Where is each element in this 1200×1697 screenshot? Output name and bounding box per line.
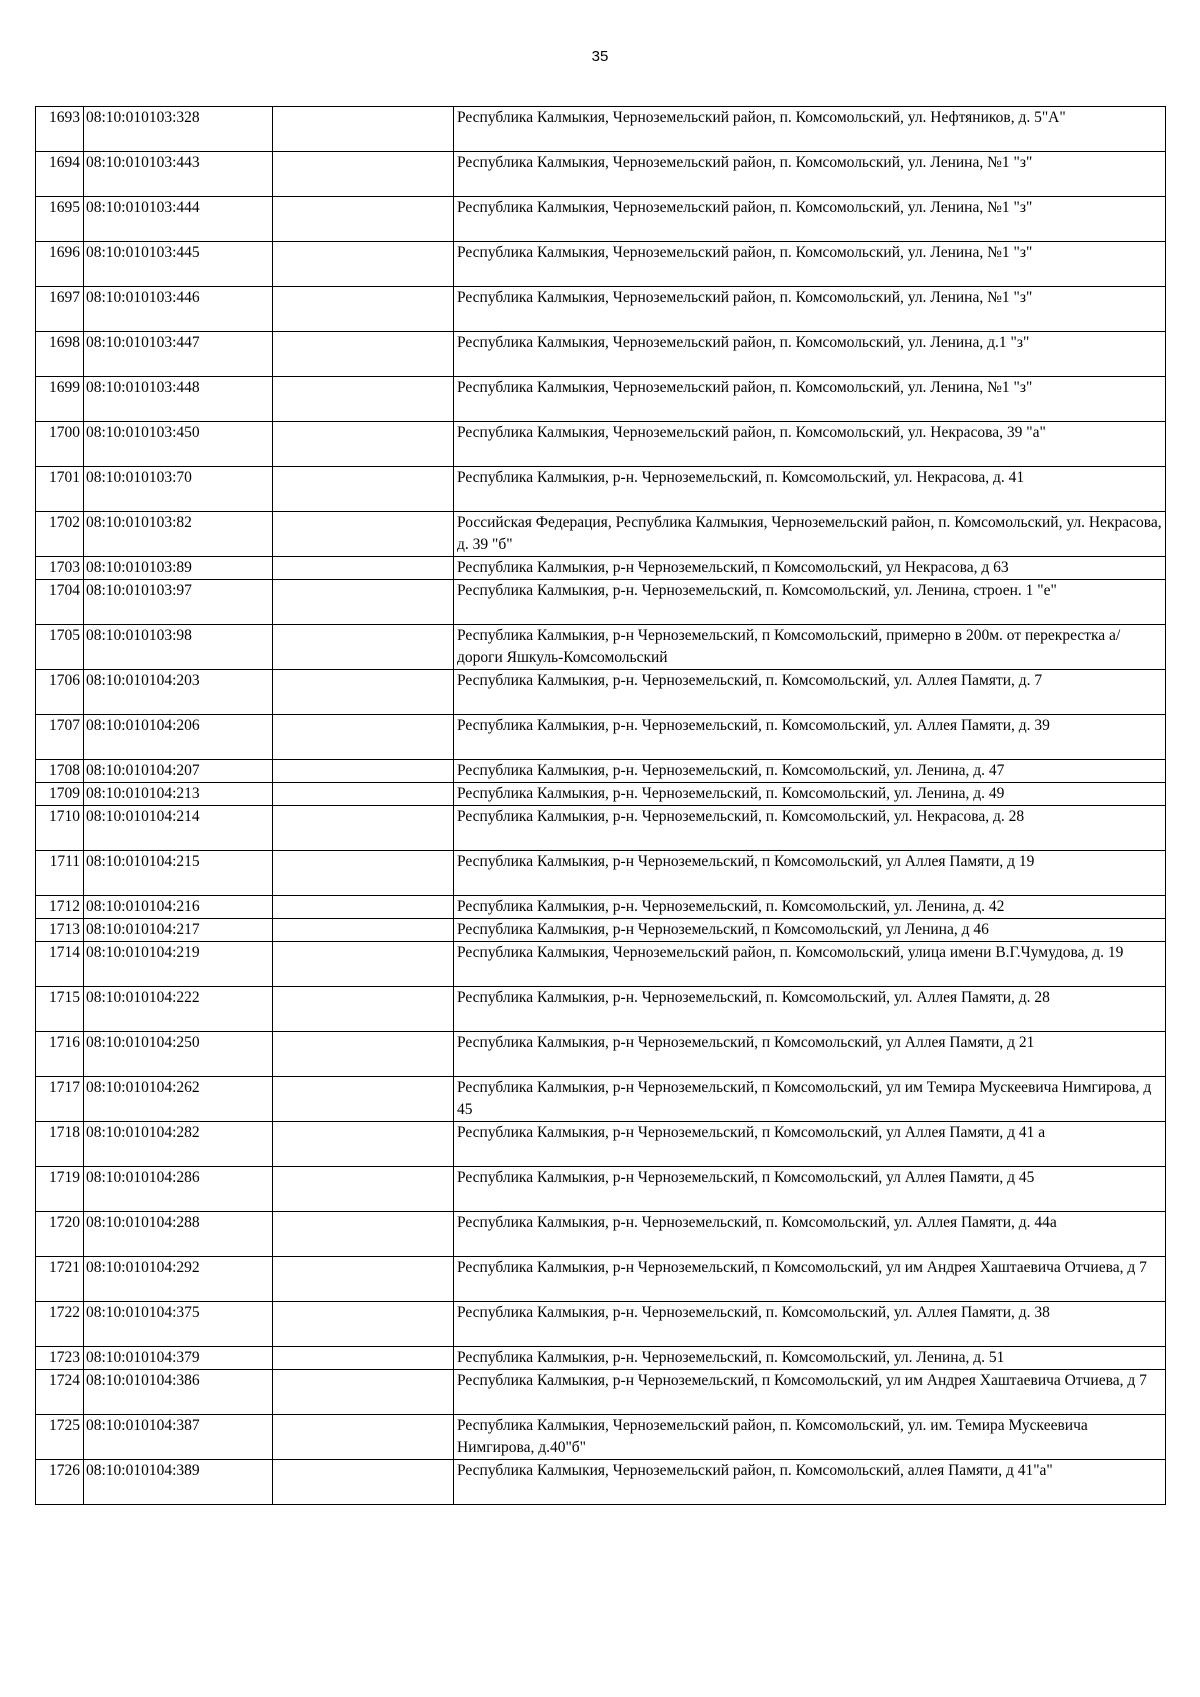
row-number: 1719 <box>36 1167 84 1212</box>
table-row <box>36 783 1166 806</box>
blank-cell <box>273 242 454 287</box>
table-row <box>36 1460 1166 1505</box>
row-number: 1711 <box>36 851 84 896</box>
address: Республика Калмыкия, Черноземельский район, п. Комсомольский, улица имени В.Г.Чумудова, д. 19 <box>454 942 1166 987</box>
address: Республика Калмыкия, р-н. Черноземельский, п. Комсомольский, ул. Аллея Памяти, д. 39 <box>454 715 1166 760</box>
blank-cell <box>273 670 454 715</box>
row-number: 1723 <box>36 1347 84 1370</box>
blank-cell <box>273 896 454 919</box>
blank-cell <box>273 422 454 467</box>
address: Республика Калмыкия, р-н. Черноземельский, п. Комсомольский, ул. Ленина, д. 47 <box>454 760 1166 783</box>
cadastral-number: 08:10:010104:216 <box>84 896 273 919</box>
row-number: 1720 <box>36 1212 84 1257</box>
cadastral-number: 08:10:010104:203 <box>84 670 273 715</box>
registry-table <box>35 106 1166 1505</box>
blank-cell <box>273 1347 454 1370</box>
table-row <box>36 851 1166 896</box>
blank-cell <box>273 1415 454 1460</box>
address: Республика Калмыкия, р-н Черноземельский, п Комсомольский, ул им Андрея Хаштаевича Отчиева, д 7 <box>454 1257 1166 1302</box>
address: Республика Калмыкия, р-н. Черноземельский, п. Комсомольский, ул. Аллея Памяти, д. 28 <box>454 987 1166 1032</box>
table-row <box>36 242 1166 287</box>
blank-cell <box>273 806 454 851</box>
address: Республика Калмыкия, р-н. Черноземельский, п. Комсомольский, ул. Ленина, д. 42 <box>454 896 1166 919</box>
cadastral-number: 08:10:010104:206 <box>84 715 273 760</box>
table-row <box>36 580 1166 625</box>
row-number: 1695 <box>36 197 84 242</box>
address: Республика Калмыкия, р-н Черноземельский, п Комсомольский, ул Аллея Памяти, д 21 <box>454 1032 1166 1077</box>
row-number: 1724 <box>36 1370 84 1415</box>
table-row <box>36 896 1166 919</box>
blank-cell <box>273 467 454 512</box>
address: Республика Калмыкия, р-н. Черноземельский, п. Комсомольский, ул. Ленина, д. 51 <box>454 1347 1166 1370</box>
cadastral-number: 08:10:010104:389 <box>84 1460 273 1505</box>
blank-cell <box>273 760 454 783</box>
address: Республика Калмыкия, р-н. Черноземельский, п. Комсомольский, ул. Аллея Памяти, д. 7 <box>454 670 1166 715</box>
blank-cell <box>273 512 454 557</box>
row-number: 1710 <box>36 806 84 851</box>
table-row <box>36 467 1166 512</box>
table-row <box>36 919 1166 942</box>
row-number: 1704 <box>36 580 84 625</box>
table-row <box>36 512 1166 557</box>
table-row <box>36 715 1166 760</box>
address: Республика Калмыкия, Черноземельский район, п. Комсомольский, ул. Ленина, №1 "з" <box>454 242 1166 287</box>
address: Республика Калмыкия, р-н Черноземельский, п Комсомольский, ул Ленина, д 46 <box>454 919 1166 942</box>
row-number: 1706 <box>36 670 84 715</box>
table-row <box>36 670 1166 715</box>
cadastral-number: 08:10:010104:375 <box>84 1302 273 1347</box>
address: Республика Калмыкия, Черноземельский район, п. Комсомольский, ул. Ленина, №1 "з" <box>454 197 1166 242</box>
address: Республика Калмыкия, р-н Черноземельский, п Комсомольский, ул Аллея Памяти, д 19 <box>454 851 1166 896</box>
address: Республика Калмыкия, р-н Черноземельский, п Комсомольский, примерно в 200м. от перекрестка а/дороги Яшкуль-Комсомольский <box>454 625 1166 670</box>
blank-cell <box>273 942 454 987</box>
address: Республика Калмыкия, р-н Черноземельский, п Комсомольский, ул Аллея Памяти, д 41 а <box>454 1122 1166 1167</box>
cadastral-number: 08:10:010103:89 <box>84 557 273 580</box>
blank-cell <box>273 1302 454 1347</box>
blank-cell <box>273 1077 454 1122</box>
table-row <box>36 625 1166 670</box>
blank-cell <box>273 287 454 332</box>
row-number: 1698 <box>36 332 84 377</box>
address: Республика Калмыкия, р-н. Черноземельский, п. Комсомольский, ул. Ленина, д. 49 <box>454 783 1166 806</box>
table-row <box>36 152 1166 197</box>
table-row <box>36 760 1166 783</box>
table-row <box>36 1347 1166 1370</box>
table-row <box>36 1122 1166 1167</box>
row-number: 1707 <box>36 715 84 760</box>
cadastral-number: 08:10:010104:250 <box>84 1032 273 1077</box>
cadastral-number: 08:10:010103:448 <box>84 377 273 422</box>
cadastral-number: 08:10:010104:217 <box>84 919 273 942</box>
table-row <box>36 1302 1166 1347</box>
table-row <box>36 1032 1166 1077</box>
row-number: 1693 <box>36 107 84 152</box>
blank-cell <box>273 783 454 806</box>
row-number: 1699 <box>36 377 84 422</box>
blank-cell <box>273 557 454 580</box>
table-row <box>36 1167 1166 1212</box>
cadastral-number: 08:10:010104:262 <box>84 1077 273 1122</box>
blank-cell <box>273 625 454 670</box>
cadastral-number: 08:10:010103:97 <box>84 580 273 625</box>
blank-cell <box>273 107 454 152</box>
table-row <box>36 1077 1166 1122</box>
blank-cell <box>273 1032 454 1077</box>
cadastral-number: 08:10:010103:328 <box>84 107 273 152</box>
blank-cell <box>273 1167 454 1212</box>
page-number: 35 <box>591 48 609 65</box>
blank-cell <box>273 197 454 242</box>
row-number: 1712 <box>36 896 84 919</box>
cadastral-number: 08:10:010104:387 <box>84 1415 273 1460</box>
blank-cell <box>273 1257 454 1302</box>
cadastral-number: 08:10:010103:446 <box>84 287 273 332</box>
table-row <box>36 287 1166 332</box>
row-number: 1716 <box>36 1032 84 1077</box>
address: Республика Калмыкия, Черноземельский район, п. Комсомольский, ул. Ленина, №1 "з" <box>454 152 1166 197</box>
row-number: 1703 <box>36 557 84 580</box>
table-row <box>36 377 1166 422</box>
address: Республика Калмыкия, Черноземельский район, п. Комсомольский, ул. Ленина, д.1 "з" <box>454 332 1166 377</box>
blank-cell <box>273 919 454 942</box>
table-row <box>36 557 1166 580</box>
row-number: 1708 <box>36 760 84 783</box>
address: Республика Калмыкия, р-н Черноземельский, п Комсомольский, ул Некрасова, д 63 <box>454 557 1166 580</box>
cadastral-number: 08:10:010103:444 <box>84 197 273 242</box>
row-number: 1717 <box>36 1077 84 1122</box>
cadastral-number: 08:10:010103:82 <box>84 512 273 557</box>
table-row <box>36 197 1166 242</box>
table-row <box>36 1370 1166 1415</box>
address: Республика Калмыкия, р-н. Черноземельский, п. Комсомольский, ул. Аллея Памяти, д. 38 <box>454 1302 1166 1347</box>
cadastral-number: 08:10:010103:445 <box>84 242 273 287</box>
cadastral-number: 08:10:010103:70 <box>84 467 273 512</box>
cadastral-number: 08:10:010104:386 <box>84 1370 273 1415</box>
cadastral-number: 08:10:010104:288 <box>84 1212 273 1257</box>
row-number: 1722 <box>36 1302 84 1347</box>
address: Республика Калмыкия, Черноземельский район, п. Комсомольский, ул. Некрасова, 39 "а" <box>454 422 1166 467</box>
cadastral-number: 08:10:010104:222 <box>84 987 273 1032</box>
row-number: 1701 <box>36 467 84 512</box>
table-row <box>36 806 1166 851</box>
cadastral-number: 08:10:010104:219 <box>84 942 273 987</box>
blank-cell <box>273 580 454 625</box>
cadastral-number: 08:10:010103:98 <box>84 625 273 670</box>
blank-cell <box>273 332 454 377</box>
table-row <box>36 942 1166 987</box>
blank-cell <box>273 1122 454 1167</box>
row-number: 1705 <box>36 625 84 670</box>
row-number: 1702 <box>36 512 84 557</box>
row-number: 1713 <box>36 919 84 942</box>
address: Республика Калмыкия, Черноземельский район, п. Комсомольский, ул. Ленина, №1 "з" <box>454 287 1166 332</box>
cadastral-number: 08:10:010104:214 <box>84 806 273 851</box>
address: Российская Федерация, Республика Калмыкия, Черноземельский район, п. Комсомольский, ул. Некрасова, д. 39 "б" <box>454 512 1166 557</box>
table-row <box>36 1257 1166 1302</box>
address: Республика Калмыкия, р-н Черноземельский, п Комсомольский, ул Аллея Памяти, д 45 <box>454 1167 1166 1212</box>
row-number: 1726 <box>36 1460 84 1505</box>
row-number: 1721 <box>36 1257 84 1302</box>
row-number: 1697 <box>36 287 84 332</box>
cadastral-number: 08:10:010104:207 <box>84 760 273 783</box>
blank-cell <box>273 1460 454 1505</box>
cadastral-number: 08:10:010103:447 <box>84 332 273 377</box>
address: Республика Калмыкия, Черноземельский район, п. Комсомольский, аллея Памяти, д 41"а" <box>454 1460 1166 1505</box>
cadastral-number: 08:10:010104:379 <box>84 1347 273 1370</box>
table-row <box>36 422 1166 467</box>
address: Республика Калмыкия, Черноземельский район, п. Комсомольский, ул. Ленина, №1 "з" <box>454 377 1166 422</box>
table-row <box>36 1415 1166 1460</box>
row-number: 1715 <box>36 987 84 1032</box>
table-row <box>36 1212 1166 1257</box>
row-number: 1709 <box>36 783 84 806</box>
blank-cell <box>273 1370 454 1415</box>
cadastral-number: 08:10:010104:292 <box>84 1257 273 1302</box>
row-number: 1714 <box>36 942 84 987</box>
cadastral-number: 08:10:010103:443 <box>84 152 273 197</box>
blank-cell <box>273 377 454 422</box>
row-number: 1696 <box>36 242 84 287</box>
blank-cell <box>273 851 454 896</box>
address: Республика Калмыкия, р-н. Черноземельский, п. Комсомольский, ул. Аллея Памяти, д. 44а <box>454 1212 1166 1257</box>
address: Республика Калмыкия, р-н. Черноземельский, п. Комсомольский, ул. Некрасова, д. 28 <box>454 806 1166 851</box>
cadastral-number: 08:10:010104:282 <box>84 1122 273 1167</box>
address: Республика Калмыкия, р-н Черноземельский, п Комсомольский, ул им Андрея Хаштаевича Отчиева, д 7 <box>454 1370 1166 1415</box>
blank-cell <box>273 1212 454 1257</box>
address: Республика Калмыкия, р-н. Черноземельский, п. Комсомольский, ул. Некрасова, д. 41 <box>454 467 1166 512</box>
row-number: 1718 <box>36 1122 84 1167</box>
cadastral-number: 08:10:010103:450 <box>84 422 273 467</box>
cadastral-number: 08:10:010104:286 <box>84 1167 273 1212</box>
address: Республика Калмыкия, р-н Черноземельский, п Комсомольский, ул им Темира Мускеевича Нимгирова, д 45 <box>454 1077 1166 1122</box>
table-row <box>36 332 1166 377</box>
blank-cell <box>273 152 454 197</box>
cadastral-number: 08:10:010104:213 <box>84 783 273 806</box>
blank-cell <box>273 715 454 760</box>
address: Республика Калмыкия, Черноземельский район, п. Комсомольский, ул. Нефтяников, д. 5"А" <box>454 107 1166 152</box>
address: Республика Калмыкия, р-н. Черноземельский, п. Комсомольский, ул. Ленина, строен. 1 "е" <box>454 580 1166 625</box>
row-number: 1694 <box>36 152 84 197</box>
row-number: 1725 <box>36 1415 84 1460</box>
row-number: 1700 <box>36 422 84 467</box>
address: Республика Калмыкия, Черноземельский район, п. Комсомольский, ул. им. Темира Мускеевича Нимгирова, д.40"б" <box>454 1415 1166 1460</box>
blank-cell <box>273 987 454 1032</box>
cadastral-number: 08:10:010104:215 <box>84 851 273 896</box>
table-row <box>36 107 1166 152</box>
table-row <box>36 987 1166 1032</box>
